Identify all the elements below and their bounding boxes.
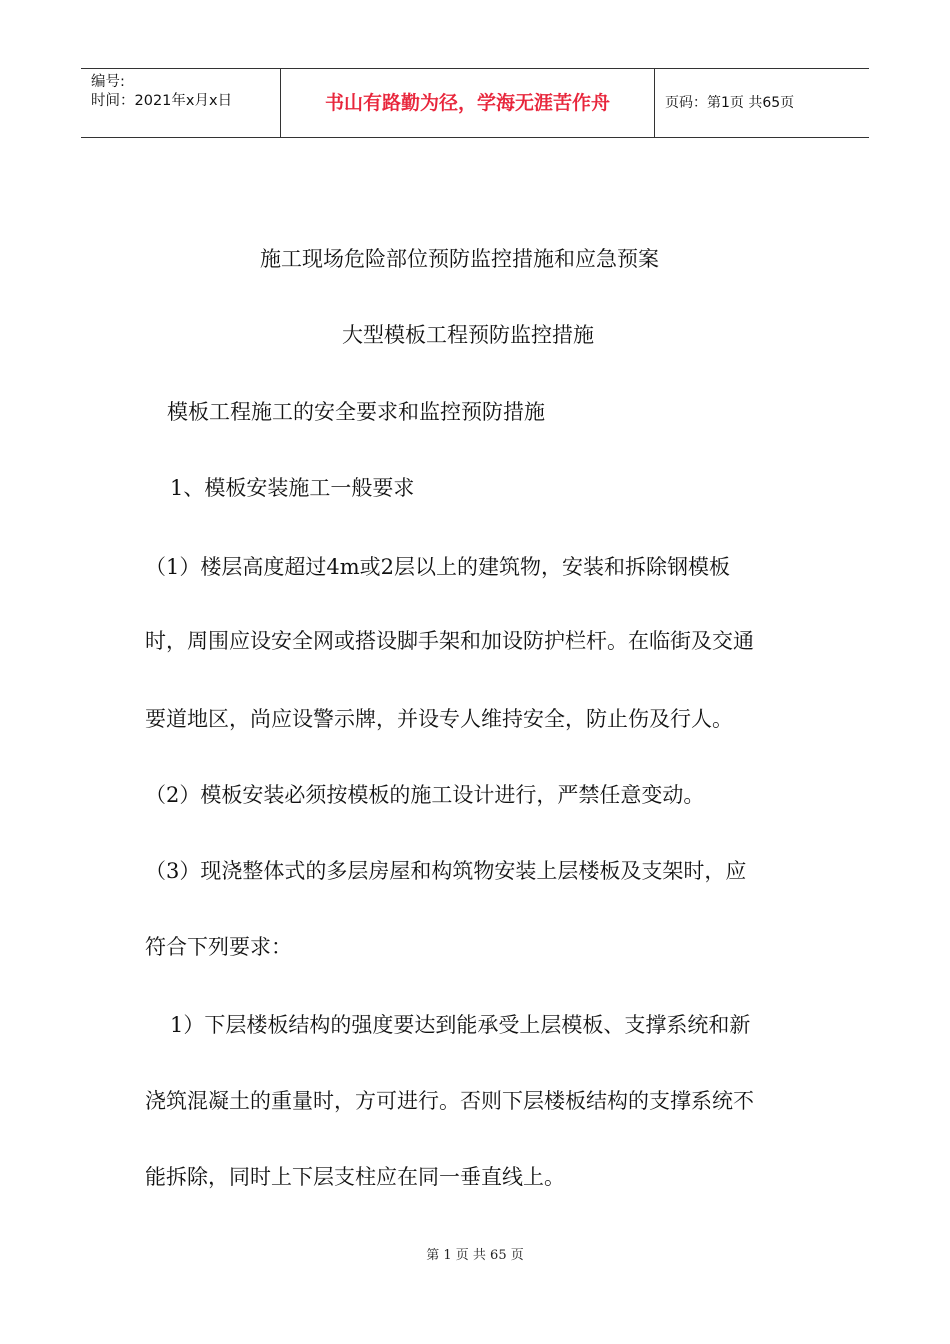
serial-number-label: 编号:	[91, 74, 125, 90]
paragraph-line: 1）下层楼板结构的强度要达到能承受上层模板、支撑系统和新	[170, 1013, 751, 1037]
paragraph-line: 能拆除，同时上下层支柱应在同一垂直线上。	[145, 1165, 565, 1189]
page-footer: 第 1 页 共 65 页	[426, 1248, 524, 1263]
document-title: 施工现场危险部位预防监控措施和应急预案	[260, 247, 659, 271]
date-label: 时间：2021年x月x日	[91, 93, 233, 109]
paragraph-line: 要道地区，尚应设警示牌，并设专人维持安全，防止伤及行人。	[145, 707, 733, 731]
paragraph-line: 浇筑混凝土的重量时，方可进行。否则下层楼板结构的支撑系统不	[145, 1089, 754, 1113]
section-heading: 模板工程施工的安全要求和监控预防措施	[167, 400, 545, 424]
paragraph-line: （2）模板安装必须按模板的施工设计进行，严禁任意变动。	[145, 783, 705, 807]
subsection-heading: 1、模板安装施工一般要求	[170, 476, 415, 500]
header-page-info: 页码：第1页 共65页	[665, 95, 795, 111]
page-header	[81, 68, 869, 138]
motto-text: 书山有路勤为径，学海无涯苦作舟	[281, 69, 655, 137]
header-meta-cell	[81, 69, 281, 137]
paragraph-line: 符合下列要求：	[145, 935, 292, 959]
paragraph-line: （1）楼层高度超过4m或2层以上的建筑物，安装和拆除钢模板	[145, 555, 730, 579]
document-subtitle: 大型模板工程预防监控措施	[342, 323, 594, 347]
paragraph-line: （3）现浇整体式的多层房屋和构筑物安装上层楼板及支架时，应	[145, 859, 747, 883]
paragraph-line: 时，周围应设安全网或搭设脚手架和加设防护栏杆。在临街及交通	[145, 629, 754, 653]
